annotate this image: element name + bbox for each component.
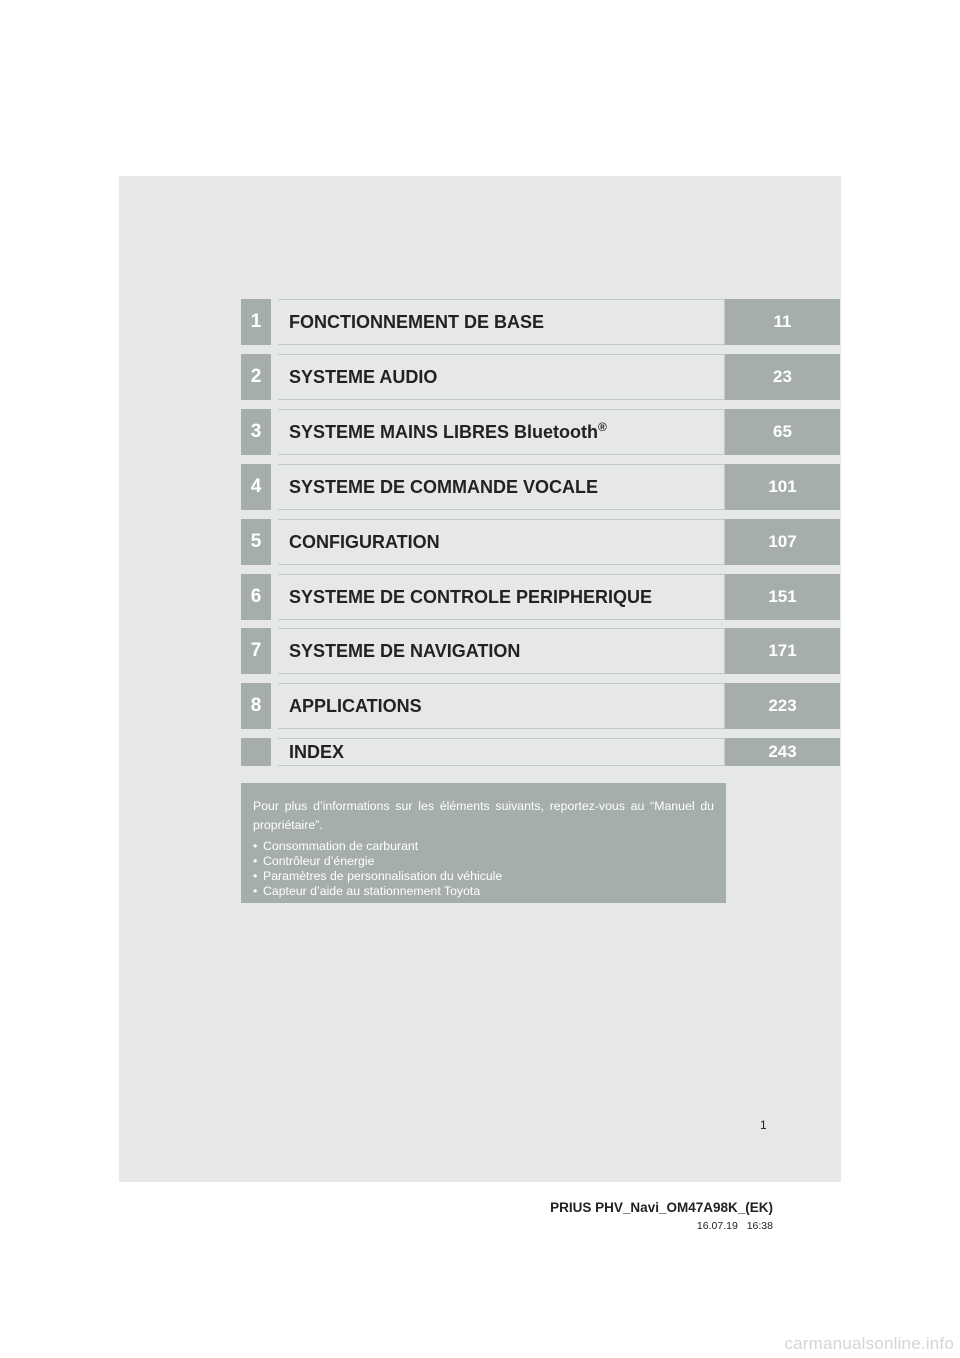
section-title-box: [278, 683, 725, 729]
watermark: carmanualsonline.info: [784, 1334, 954, 1353]
section-number: 1: [241, 299, 271, 345]
section-title: FONCTIONNEMENT DE BASE: [289, 312, 545, 332]
section-number-blank: [241, 738, 271, 766]
section-page: 223: [725, 683, 840, 729]
note-list: [253, 839, 714, 899]
section-title: SYSTEME AUDIO: [289, 367, 438, 387]
index-page: 243: [725, 738, 840, 766]
section-page: 107: [725, 519, 840, 565]
section-number: 8: [241, 683, 271, 729]
section-title-box: [278, 574, 725, 620]
section-title-box: [278, 738, 725, 766]
section-title: SYSTEME DE COMMANDE VOCALE: [289, 477, 599, 497]
section-title-box: [278, 409, 725, 455]
section-number: 7: [241, 628, 271, 674]
section-page: 65: [725, 409, 840, 455]
section-number: 2: [241, 354, 271, 400]
print-timestamp: 16.07.19 16:38: [696, 1220, 773, 1232]
section-title-box: [278, 354, 725, 400]
section-title: CONFIGURATION: [289, 532, 440, 552]
document-id: PRIUS PHV_Navi_OM47A98K_(EK): [550, 1200, 773, 1215]
note-intro: Pour plus d’informations sur les éléments suivants, reportez-vous au “Manuel du propriétaire”.: [253, 799, 714, 832]
section-page: 23: [725, 354, 840, 400]
section-title: SYSTEME DE CONTROLE PERIPHERIQUE: [289, 587, 653, 607]
section-number: 6: [241, 574, 271, 620]
section-page: 171: [725, 628, 840, 674]
info-note-box: [241, 783, 726, 903]
list-item: • Capteur d’aide au stationnement Toyota: [253, 884, 714, 899]
page-number: 1: [760, 1118, 767, 1132]
section-title-box: [278, 519, 725, 565]
list-item: • Consommation de carburant: [253, 839, 714, 854]
section-title-box: [278, 464, 725, 510]
index-title: INDEX: [289, 742, 345, 762]
section-title: APPLICATIONS: [289, 696, 422, 716]
registered-mark: ®: [598, 420, 607, 434]
section-title: SYSTEME DE NAVIGATION: [289, 641, 521, 661]
section-page: 11: [725, 299, 840, 345]
section-title: [289, 410, 607, 454]
section-page: 101: [725, 464, 840, 510]
list-item: • Paramètres de personnalisation du véhicule: [253, 869, 714, 884]
section-number: 5: [241, 519, 271, 565]
list-item: • Contrôleur d’énergie: [253, 854, 714, 869]
section-number: 4: [241, 464, 271, 510]
section-title-box: [278, 299, 725, 345]
section-title-main: SYSTEME MAINS LIBRES Bluetooth: [289, 422, 599, 442]
section-page: 151: [725, 574, 840, 620]
section-number: 3: [241, 409, 271, 455]
section-title-box: [278, 628, 725, 674]
